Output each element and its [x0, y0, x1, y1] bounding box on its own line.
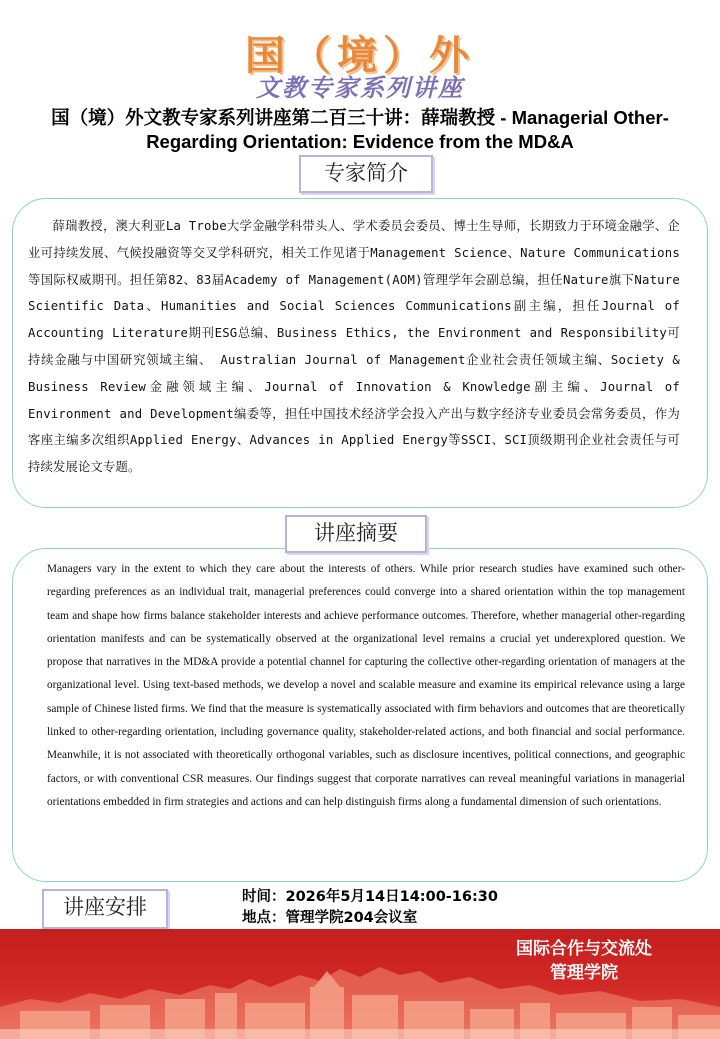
intro-section-label: 专家简介	[299, 155, 433, 193]
lecture-title: 国（境）外文教专家系列讲座第二百三十讲：薛瑞教授 - Managerial Other-Regarding Orientation: Evidence from the MD&A	[51, 107, 669, 152]
organizer-names	[516, 937, 652, 985]
schedule-section-label: 讲座安排	[42, 889, 168, 929]
abstract-text: Managers vary in the extent to which they care about the interests of others. While prior research studies have examined such other-regarding preferences as an individual trait, managerial preferences could converge into a shared orientation within the top management team and shape how firms balance stakeholder interests and achieve performance outcomes. Therefore, whether managerial other-regarding orientation manifests and can be systematically observed at the organizational level remains a crucial yet underexplored question. We propose that narratives in the MD&A provide a potential channel for capturing the collective other-regarding orientation of managers at the organizational level. Using text-based methods, we develop a novel and scalable measure and examine its empirical relevance using a large sample of Chinese listed firms. We find that the measure is systematically associated with firm behaviors and outcomes that are theoretically linked to other-regarding orientation, including governance quality, stakeholder-related actions, and both financial and social performance. Meanwhile, it is not associated with theoretically orthogonal variables, such as disclosure incentives, political connections, and geographic factors, or with conventional CSR measures. Our findings suggest that corporate narratives can reveal meaningful variations in managerial orientations embedded in firm strategies and actions and can help distinguish firms along a fundamental dimension of such orientations.	[47, 563, 685, 808]
schedule-info	[242, 887, 498, 929]
speaker-bio-text: 薛瑞教授，澳大利亚La Trobe大学金融学科带头人、学术委员会委员、博士生导师，长期致力于环境金融学、企业可持续发展、气候投融资等交叉学科研究，相关工作见诸于Management Science、Nature Communications等国际权威期刊。担任第82、83届Academy of Management(AOM)管理学年会副总编，担任Nature旗下Nature Scientific Data、Humanities and Social Sciences Communications副主编，担任Journal of Accounting Literature期刊ESG总编、Business Ethics, the Environment and Responsibility可持续金融与中国研究领域主编、 Australian Journal of Management企业社会责任领域主编、Society & Business Review金融领域主编、Journal of Innovation & Knowledge副主编、Journal of Environment and Development编委等，担任中国技术经济学会投入产出与数字经济专业委员会常务委员，作为客座主编多次组织Applied Energy、Advances in Applied Energy等SSCI、SCI顶级期刊企业社会责任与可持续发展论文专题。	[28, 219, 680, 475]
organizer-management-school: 管理学院	[550, 963, 618, 983]
banner-main-text: 国（境）外	[245, 33, 475, 79]
schedule-place: 地点：管理学院204会议室	[242, 910, 418, 926]
series-logo-banner	[0, 20, 720, 100]
abstract-section-label: 讲座摘要	[285, 515, 427, 553]
schedule-time: 时间：2026年5月14日14:00-16:30	[242, 889, 498, 905]
banner-sub-text: 文教专家系列讲座	[256, 74, 464, 102]
footer-banner	[0, 929, 720, 1039]
organizer-international-office: 国际合作与交流处	[516, 939, 652, 959]
